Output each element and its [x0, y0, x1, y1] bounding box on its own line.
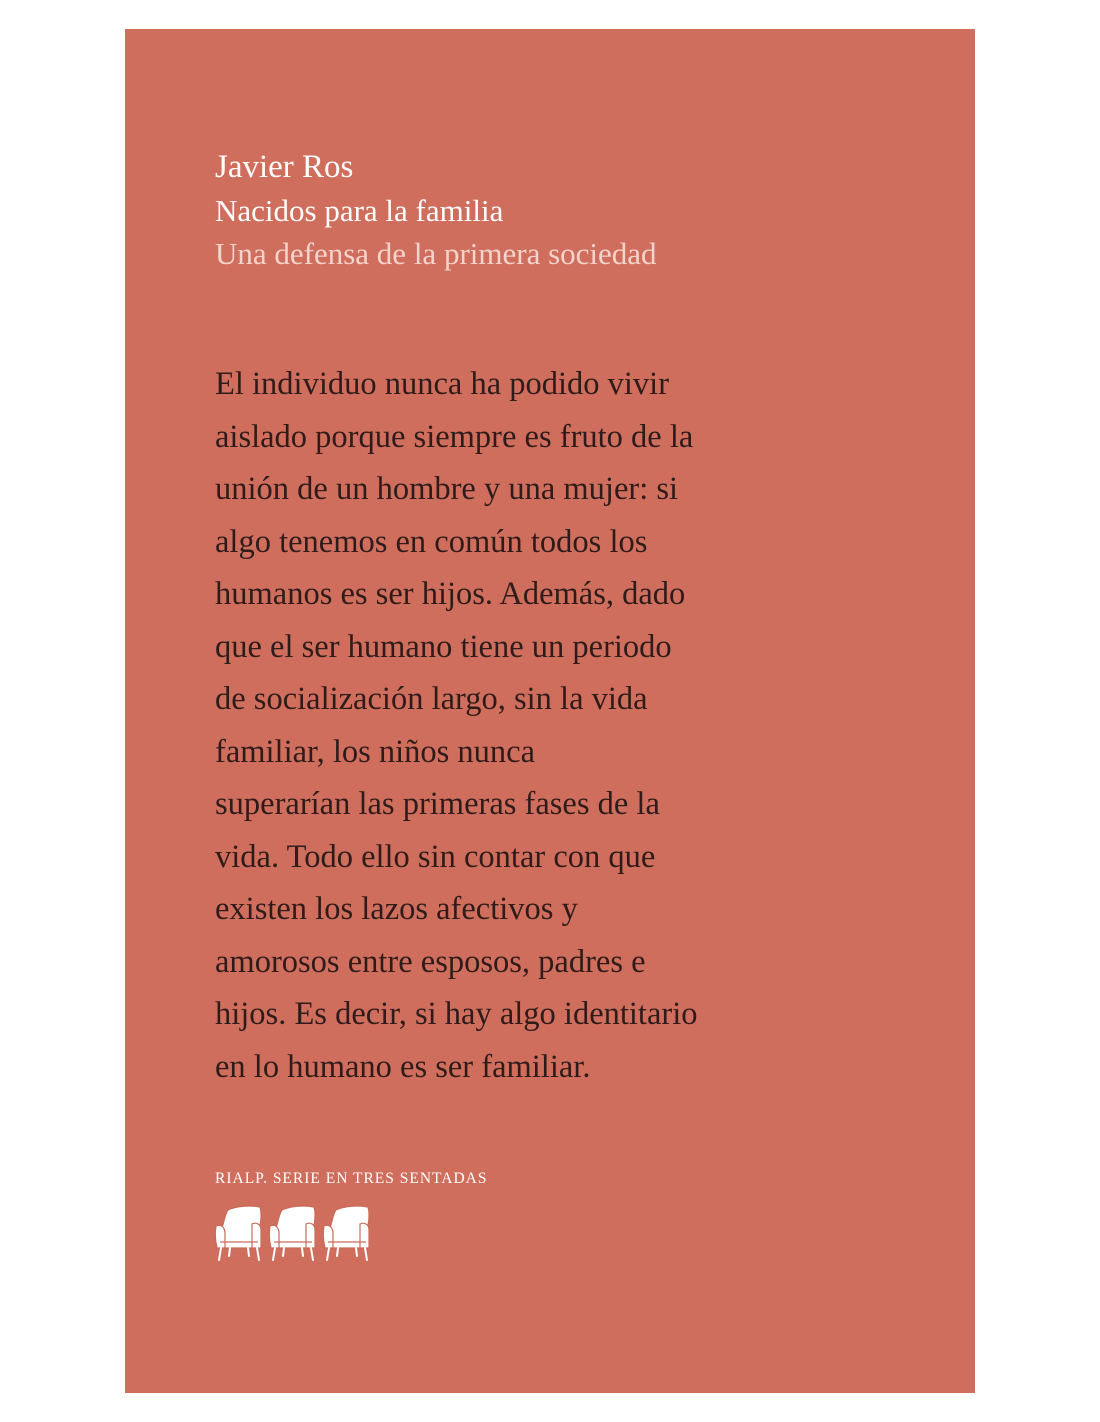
blurb-line: familiar, los niños nunca: [215, 733, 536, 770]
book-subtitle: Una defensa de la primera sociedad: [215, 236, 657, 271]
series-logo: [214, 1204, 374, 1266]
armchair-icon: [268, 1204, 318, 1264]
blurb-line: superarían las primeras fases de la: [215, 786, 660, 822]
armchair-icon: [322, 1204, 372, 1264]
blurb-line: unión de un hombre y una mujer: si: [215, 471, 679, 507]
series-label: RIALP. SERIE EN TRES SENTADAS: [215, 1170, 488, 1187]
blurb-line: humanos es ser hijos. Además, dado: [215, 576, 686, 612]
book-title: Nacidos para la familia: [215, 193, 504, 228]
blurb-line: de socialización largo, sin la vida: [215, 681, 648, 717]
blurb-line: que el ser humano tiene un periodo: [215, 628, 672, 665]
blurb-line: El individuo nunca ha podido vivir: [215, 366, 670, 402]
blurb-line: aislado porque siempre es fruto de la: [215, 418, 694, 455]
author-name: Javier Ros: [215, 149, 354, 185]
blurb-line: en lo humano es ser familiar.: [215, 1048, 591, 1085]
back-cover-blurb: [215, 358, 835, 1093]
blurb-line: existen los lazos afectivos y: [215, 891, 578, 927]
blurb-line: algo tenemos en común todos los: [215, 523, 648, 560]
book-cover: [125, 29, 975, 1393]
blurb-line: amorosos entre esposos, padres e: [215, 943, 646, 980]
blurb-line: vida. Todo ello sin contar con que: [215, 838, 656, 875]
armchair-icon: [214, 1204, 264, 1264]
blurb-line: hijos. Es decir, si hay algo identitario: [215, 996, 698, 1032]
